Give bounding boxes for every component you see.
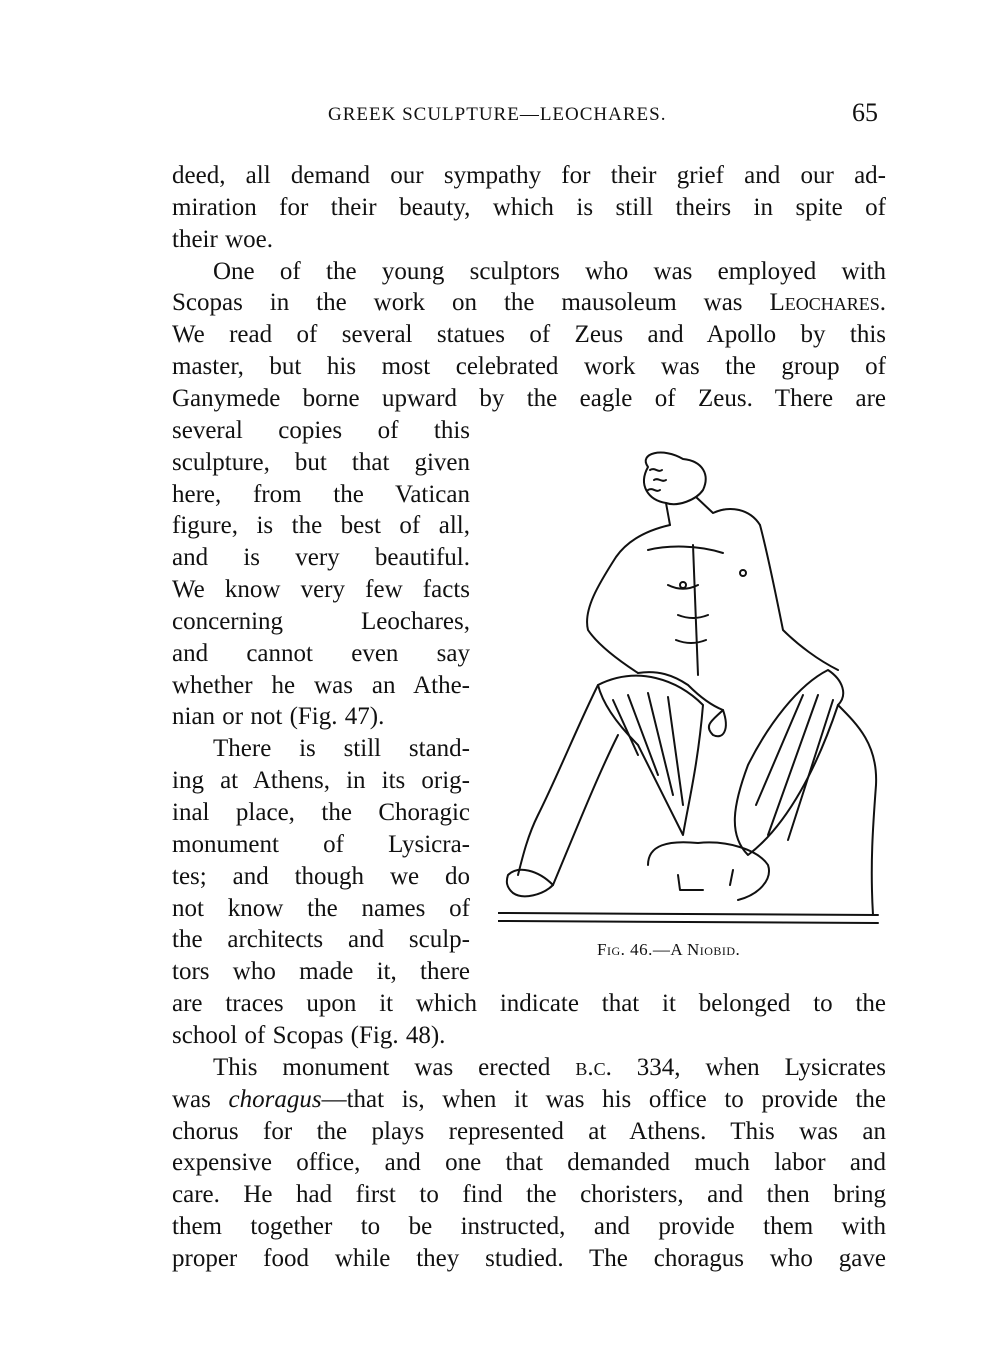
text-segment: We read of several statues of Zeus and Apollo by this bbox=[172, 321, 886, 349]
figure-caption: Fig. 46.—A Niobid. bbox=[597, 940, 741, 959]
text-segment: not know the names of bbox=[172, 894, 470, 922]
text-line bbox=[172, 988, 886, 1020]
text-line bbox=[172, 510, 470, 542]
running-header: GREEK SCULPTURE—LEOCHARES. bbox=[328, 104, 667, 125]
text-line bbox=[172, 606, 470, 638]
text-segment: master, but his most celebrated work was the group of bbox=[172, 353, 886, 381]
text-segment: sculpture, but that given bbox=[172, 448, 470, 476]
text-segment: miration for their beauty, which is still theirs in spite of bbox=[172, 193, 886, 221]
text-line bbox=[172, 1243, 886, 1275]
text-segment: expensive office, and one that demanded much labor and bbox=[172, 1149, 886, 1177]
text-segment: Scopas in the work on the mausoleum was bbox=[172, 289, 770, 317]
text-line bbox=[172, 797, 470, 829]
text-segment: chorus for the plays represented at Athens. This was an bbox=[172, 1117, 886, 1145]
text-segment: the architects and sculp- bbox=[172, 926, 470, 954]
text-segment: nian or not (Fig. 47). bbox=[172, 703, 385, 731]
text-line bbox=[172, 1147, 886, 1179]
text-segment: ing at Athens, in its orig- bbox=[172, 767, 470, 795]
text-segment: tors who made it, there bbox=[172, 958, 470, 986]
text-segment: deed, all demand our sympathy for their grief and our ad- bbox=[172, 162, 886, 189]
text-segment: —that is, when it was his office to provide the bbox=[321, 1085, 886, 1113]
text-line bbox=[172, 415, 470, 447]
text-line bbox=[172, 287, 886, 319]
text-segment: here, from the Vatican bbox=[172, 480, 470, 508]
text-line bbox=[213, 256, 886, 288]
text-segment: school of Scopas (Fig. 48). bbox=[172, 1021, 446, 1049]
text-segment: whether he was an Athe- bbox=[172, 671, 470, 699]
text-segment: proper food while they studied. The choragus who gave bbox=[172, 1244, 886, 1272]
text-segment: was bbox=[172, 1085, 229, 1113]
text-segment: and cannot even say bbox=[172, 639, 470, 667]
text-segment: 334, when Lysicrates bbox=[611, 1053, 886, 1081]
italic-text: choragus bbox=[228, 1085, 322, 1113]
text-line bbox=[172, 670, 470, 702]
text-segment: There is still stand- bbox=[213, 735, 470, 763]
text-line bbox=[172, 192, 886, 224]
text-segment: and is very beautiful. bbox=[172, 544, 470, 572]
text-line bbox=[172, 701, 470, 733]
text-segment: Ganymede borne upward by the eagle of Zeus. There are bbox=[172, 384, 886, 412]
text-segment: We know very few facts bbox=[172, 576, 470, 604]
text-segment: concerning Leochares, bbox=[172, 607, 470, 635]
text-line bbox=[172, 765, 470, 797]
text-line bbox=[172, 319, 886, 351]
text-line bbox=[172, 479, 470, 511]
text-line bbox=[172, 1084, 886, 1116]
text-line bbox=[172, 893, 470, 925]
text-segment: figure, is the best of all, bbox=[172, 512, 470, 540]
text-line bbox=[172, 1116, 886, 1148]
text-segment: them together to be instructed, and provide them with bbox=[172, 1213, 886, 1241]
text-line bbox=[172, 1179, 886, 1211]
text-segment: their woe. bbox=[172, 225, 273, 253]
page-number: 65 bbox=[852, 98, 878, 127]
text-line bbox=[172, 1020, 886, 1052]
text-segment: several copies of this bbox=[172, 416, 470, 444]
text-segment: care. He had first to find the choristers, and then bring bbox=[172, 1181, 886, 1209]
small-caps-text: b.c. bbox=[575, 1053, 612, 1081]
text-segment: One of the young sculptors who was employed with bbox=[213, 257, 886, 285]
text-segment: are traces upon it which indicate that it belonged to the bbox=[172, 990, 886, 1018]
text-line bbox=[172, 542, 470, 574]
text-segment: tes; and though we do bbox=[172, 862, 470, 890]
text-line bbox=[172, 160, 886, 192]
text-line bbox=[172, 447, 470, 479]
text-line bbox=[172, 351, 886, 383]
text-line bbox=[172, 224, 886, 256]
text-line bbox=[213, 1052, 886, 1084]
text-line bbox=[172, 638, 470, 670]
text-line bbox=[172, 956, 470, 988]
text-line bbox=[172, 383, 886, 415]
text-segment: This monument was erected bbox=[213, 1053, 576, 1081]
text-line bbox=[172, 861, 470, 893]
text-line bbox=[213, 733, 470, 765]
text-line bbox=[172, 829, 470, 861]
text-segment: inal place, the Choragic bbox=[172, 799, 470, 826]
small-caps-text: Leochares. bbox=[769, 289, 886, 317]
text-line bbox=[172, 574, 470, 606]
text-line bbox=[172, 1211, 886, 1243]
figure-niobid-illustration bbox=[498, 445, 883, 925]
text-segment: monument of Lysicra- bbox=[172, 830, 470, 858]
text-line bbox=[172, 924, 470, 956]
